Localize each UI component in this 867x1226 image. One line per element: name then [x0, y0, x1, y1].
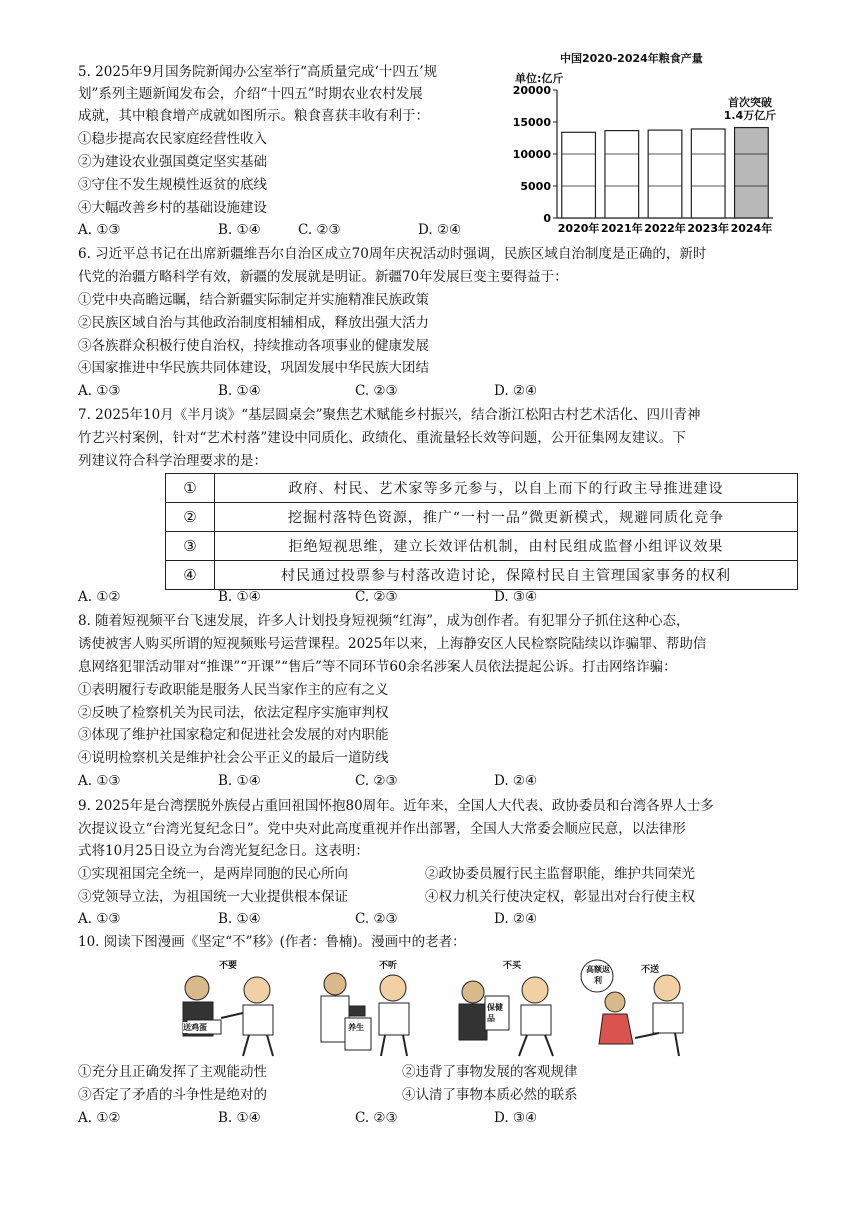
- q6-option-a[interactable]: A. ①③: [78, 383, 121, 399]
- cartoon-panel-4-label: 高额返利: [586, 965, 610, 985]
- q7-stem-line-3: 列建议符合科学治理要求的是：: [78, 453, 267, 469]
- chart-bar: [648, 130, 682, 218]
- q5-choice-4: ④大幅改善乡村的基础设施建设: [78, 200, 267, 216]
- table-row-number: ④: [166, 561, 215, 590]
- cartoon-panel-4-speech: 不送: [641, 965, 660, 975]
- cartoon-panel-4: [575, 958, 705, 1058]
- q5-option-a[interactable]: A. ①③: [78, 222, 121, 238]
- q6-option-b[interactable]: B. ①④: [218, 383, 261, 399]
- q5-option-d[interactable]: D. ②④: [418, 222, 462, 238]
- chart-x-tick-label: 2022年: [644, 222, 686, 235]
- q9-choice-3: ③党领导立法，为祖国统一大业提供根本保证: [78, 889, 348, 905]
- q8-stem-line-3: 息网络犯罪活动罪对“推课”“开课”“售后”等不同环节60余名涉案人员依法提起公诉。打击网络诈骗：: [78, 659, 677, 675]
- table-row-text: 村民通过投票参与村落改造讨论，保障村民自主管理国家事务的权利: [215, 561, 798, 590]
- q10-option-c[interactable]: C. ②③: [355, 1110, 398, 1126]
- chart-bar: [562, 132, 596, 218]
- q8-option-d[interactable]: D. ②④: [494, 773, 538, 789]
- chart-y-tick-label: 0: [543, 212, 551, 225]
- q9-choice-2: ②政协委员履行民主监督职能，维护共同荣光: [425, 866, 695, 882]
- q10-choice-2: ②违背了事物发展的客观规律: [402, 1064, 578, 1080]
- q5-stem-line-2: 划”系列主题新闻发布会，介绍“十四五”时期农业农村发展: [78, 86, 423, 102]
- table-row-number: ②: [166, 503, 215, 532]
- chart-y-tick-label: 5000: [520, 180, 551, 193]
- table-row-text: 拒绝短视思维，建立长效评估机制，由村民组成监督小组评议效果: [215, 532, 798, 561]
- q6-option-c[interactable]: C. ②③: [355, 383, 398, 399]
- chart-x-tick-label: 2024年: [730, 222, 773, 235]
- q6-stem-line-2: 代党的治疆方略科学有效，新疆的发展就是明证。新疆70年发展巨变主要得益于：: [78, 269, 568, 285]
- table-row: [166, 532, 798, 561]
- q9-choice-1: ①实现祖国完全统一，是两岸同胞的民心所向: [78, 866, 348, 882]
- chart-unit-label: 单位:亿斤: [515, 72, 564, 85]
- q7-stem-line-1: 7. 2025年10月《半月谈》“基层圆桌会”聚焦艺术赋能乡村振兴，结合浙江松阳古村艺术活化、四川青神: [78, 407, 701, 423]
- chart-y-tick-label: 15000: [512, 116, 551, 129]
- q6-choice-4: ④国家推进中华民族共同体建设，巩固发展中华民族大团结: [78, 360, 429, 376]
- q7-suggestion-table: [165, 473, 798, 590]
- q9-option-b[interactable]: B. ①④: [218, 911, 261, 927]
- q8-choice-3: ③体现了维护社国家稳定和促进社会发展的对内职能: [78, 727, 389, 743]
- q8-choice-2: ②反映了检察机关为民司法，依法定程序实施审判权: [78, 705, 389, 721]
- q9-option-d[interactable]: D. ②④: [494, 911, 538, 927]
- table-row-text: 挖掘村落特色资源，推广“一村一品”微更新模式，规避同质化竞争: [215, 503, 798, 532]
- cartoon-panel-1-label: 送鸡蛋: [183, 1023, 207, 1032]
- chart-x-tick-label: 2020年: [557, 222, 600, 235]
- q8-choice-4: ④说明检察机关是维护社会公平正义的最后一道防线: [78, 750, 389, 766]
- cartoon-panel-1-drawing: [165, 958, 295, 1058]
- table-row-number: ③: [166, 532, 215, 561]
- q10-stem-line: 10. 阅读下图漫画《坚定“不”移》(作者：鲁楠)。漫画中的老者：: [78, 934, 466, 950]
- table-row: [166, 503, 798, 532]
- q7-stem-line-2: 竹艺兴村案例，针对“艺术村落”建设中同质化、政绩化、重流量轻长效等问题，公开征集网友建议。下: [78, 430, 686, 446]
- q6-choice-3: ③各族群众积极行使自治权，持续推动各项事业的健康发展: [78, 338, 429, 354]
- q6-choice-2: ②民族区域自治与其他政治制度相辅相成，释放出强大活力: [78, 315, 429, 331]
- cartoon-panel-2-label: 养生: [348, 1023, 364, 1032]
- cartoon-panel-3-speech: 不买: [503, 961, 522, 971]
- q9-stem-line-2: 次提议设立“台湾光复纪念日”。党中央对此高度重视并作出部署，全国人大常委会顺应民意，以法律形: [78, 821, 686, 837]
- q10-option-d[interactable]: D. ③④: [494, 1110, 538, 1126]
- q5-choice-3: ③守住不发生规模性返贫的底线: [78, 177, 267, 193]
- q5-choice-1: ①稳步提高农民家庭经营性收入: [78, 131, 267, 147]
- q7-option-d[interactable]: D. ③④: [494, 589, 538, 605]
- q8-stem-line-1: 8. 随着短视频平台飞速发展，许多人计划投身短视频“红海”，成为创作者。有犯罪分子抓住这种心态，: [78, 613, 690, 629]
- q8-option-a[interactable]: A. ①③: [78, 773, 121, 789]
- cartoon-panel-1-speech: 不要: [219, 961, 238, 971]
- chart-bar: [691, 129, 725, 218]
- cartoon-panel-2: [305, 958, 435, 1058]
- q9-stem-line-3: 式将10月25日设立为台湾光复纪念日。这表明：: [78, 843, 369, 859]
- q10-choice-1: ①充分且正确发挥了主观能动性: [78, 1064, 267, 1080]
- q9-stem-line-1: 9. 2025年是台湾摆脱外族侵占重回祖国怀抱80周年。近年来，全国人大代表、政协委员和台湾各界人士多: [78, 798, 714, 814]
- cartoon-panel-3-drawing: [445, 958, 575, 1058]
- q6-choice-1: ①党中央高瞻远瞩，结合新疆实际制定并实施精准民族政策: [78, 292, 429, 308]
- chart-x-tick-label: 2023年: [687, 222, 730, 235]
- q5-choice-2: ②为建设农业强国奠定坚实基础: [78, 154, 267, 170]
- q7-option-c[interactable]: C. ②③: [355, 589, 398, 605]
- q6-stem-line-1: 6. 习近平总书记在出席新疆维吾尔自治区成立70周年庆祝活动时强调，民族区域自治制度是正确的，新时: [78, 246, 707, 262]
- table-row: [166, 561, 798, 590]
- chart-y-tick-label: 10000: [512, 148, 551, 161]
- q10-option-a[interactable]: A. ①②: [78, 1110, 121, 1126]
- table-row: [166, 474, 798, 503]
- chart-x-tick-label: 2021年: [600, 222, 643, 235]
- cartoon-panel-2-speech: 不听: [379, 961, 398, 971]
- q10-choice-3: ③否定了矛盾的斗争性是绝对的: [78, 1087, 267, 1103]
- q5-option-b[interactable]: B. ①④: [218, 222, 261, 238]
- table-row-text: 政府、村民、艺术家等多元参与，以自上而下的行政主导推进建设: [215, 474, 798, 503]
- q10-choice-4: ④认清了事物本质必然的联系: [402, 1087, 578, 1103]
- q8-option-c[interactable]: C. ②③: [355, 773, 398, 789]
- q9-choice-4: ④权力机关行使决定权，彰显出对台行使主权: [425, 889, 695, 905]
- q7-option-a[interactable]: A. ①②: [78, 589, 121, 605]
- q5-option-c[interactable]: C. ②③: [298, 222, 341, 238]
- q7-option-b[interactable]: B. ①④: [218, 589, 261, 605]
- q5-stem-line-3: 成就，其中粮食增产成就如图所示。粮食喜获丰收有利于：: [78, 108, 429, 124]
- q9-option-c[interactable]: C. ②③: [355, 911, 398, 927]
- cartoon-panel-3-label: 保健品: [487, 1003, 503, 1023]
- q10-option-b[interactable]: B. ①④: [218, 1110, 261, 1126]
- q8-option-b[interactable]: B. ①④: [218, 773, 261, 789]
- cartoon-panel-1: [165, 958, 295, 1058]
- chart-annotation: 首次突破1.4万亿斤: [723, 96, 777, 122]
- chart-bar: [605, 131, 639, 218]
- q5-stem-line-1: 5. 2025年9月国务院新闻办公室举行“高质量完成‘十四五’规: [78, 64, 438, 80]
- cartoon-panel-3: [445, 958, 575, 1058]
- q6-option-d[interactable]: D. ②④: [494, 383, 538, 399]
- cartoon-panel-2-drawing: [305, 958, 435, 1058]
- chart-title: 中国2020-2024年粮食产量: [560, 52, 703, 65]
- chart-bar: [735, 128, 769, 218]
- q9-option-a[interactable]: A. ①③: [78, 911, 121, 927]
- q8-choice-1: ①表明履行专政职能是服务人民当家作主的应有之义: [78, 682, 389, 698]
- chart-y-tick-label: 20000: [512, 84, 551, 97]
- table-row-number: ①: [166, 474, 215, 503]
- q8-stem-line-2: 诱使被害人购买所谓的短视频账号运营课程。2025年以来，上海静安区人民检察院陆续以诈骗罪、帮助信: [78, 636, 707, 652]
